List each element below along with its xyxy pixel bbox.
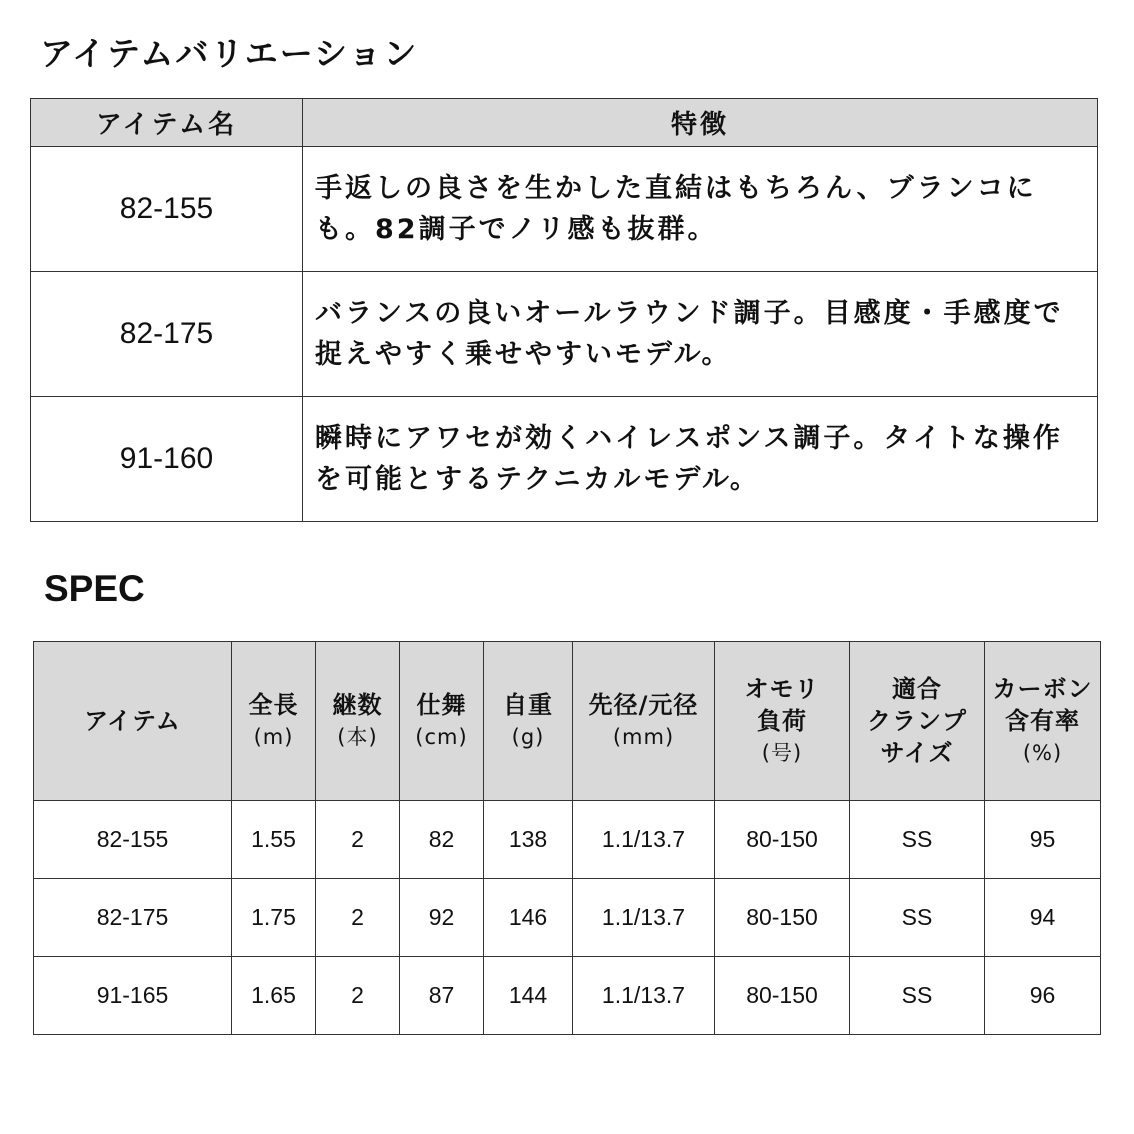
spec-cell-carbon-content: 95 [985, 801, 1101, 879]
variation-item-name: 82-155 [31, 147, 303, 272]
variation-item-name: 82-175 [31, 272, 303, 397]
spec-cell-closed-length: 92 [400, 879, 484, 957]
spec-header-closed-length: 仕舞 (cm) [400, 642, 484, 801]
spec-cell-item: 82-155 [34, 801, 232, 879]
spec-header-carbon-content: カーボン 含有率 (%) [985, 642, 1101, 801]
variation-feature-text: 手返しの良さを生かした直結はもちろん、ブランコにも。82調子でノリ感も抜群。 [303, 147, 1098, 272]
variation-header-item: アイテム名 [31, 99, 303, 147]
spec-cell-length: 1.55 [232, 801, 316, 879]
spec-cell-item: 82-175 [34, 879, 232, 957]
spec-cell-sinker-load: 80-150 [715, 879, 850, 957]
spec-row [34, 801, 1101, 879]
spec-header-sinker-load: オモリ 負荷 (号) [715, 642, 850, 801]
spec-row [34, 957, 1101, 1035]
spec-cell-length: 1.75 [232, 879, 316, 957]
spec-cell-weight: 144 [484, 957, 573, 1035]
spec-table [33, 641, 1101, 1035]
variation-row [31, 397, 1098, 522]
variation-header-row [31, 99, 1098, 147]
spec-cell-diameter: 1.1/13.7 [573, 879, 715, 957]
spec-header-diameter: 先径/元径 (mm) [573, 642, 715, 801]
spec-row [34, 879, 1101, 957]
spec-cell-pieces: 2 [316, 801, 400, 879]
spec-cell-clamp-size: SS [850, 879, 985, 957]
spec-cell-diameter: 1.1/13.7 [573, 801, 715, 879]
spec-heading: SPEC [44, 568, 145, 609]
spec-header-row [34, 642, 1101, 801]
variation-row [31, 272, 1098, 397]
spec-cell-weight: 146 [484, 879, 573, 957]
spec-cell-carbon-content: 94 [985, 879, 1101, 957]
spec-header-item: アイテム [34, 642, 232, 801]
variation-feature-text: 瞬時にアワセが効くハイレスポンス調子。タイトな操作を可能とするテクニカルモデル。 [303, 397, 1098, 522]
spec-cell-sinker-load: 80-150 [715, 957, 850, 1035]
spec-cell-closed-length: 87 [400, 957, 484, 1035]
spec-cell-pieces: 2 [316, 957, 400, 1035]
spec-cell-diameter: 1.1/13.7 [573, 957, 715, 1035]
spec-header-clamp-size: 適合 クランプ サイズ [850, 642, 985, 801]
variation-heading: アイテムバリエーション [40, 34, 419, 73]
spec-cell-pieces: 2 [316, 879, 400, 957]
spec-cell-clamp-size: SS [850, 957, 985, 1035]
spec-cell-length: 1.65 [232, 957, 316, 1035]
spec-cell-weight: 138 [484, 801, 573, 879]
spec-header-length: 全長 (m) [232, 642, 316, 801]
variation-row [31, 147, 1098, 272]
variation-feature-text: バランスの良いオールラウンド調子。目感度・手感度で捉えやすく乗せやすいモデル。 [303, 272, 1098, 397]
spec-header-pieces: 継数 (本) [316, 642, 400, 801]
spec-cell-closed-length: 82 [400, 801, 484, 879]
variation-item-name: 91-160 [31, 397, 303, 522]
spec-cell-clamp-size: SS [850, 801, 985, 879]
spec-header-weight: 自重 (g) [484, 642, 573, 801]
variation-header-feature: 特徴 [303, 99, 1098, 147]
spec-cell-carbon-content: 96 [985, 957, 1101, 1035]
variation-table [30, 98, 1098, 522]
spec-cell-sinker-load: 80-150 [715, 801, 850, 879]
spec-cell-item: 91-165 [34, 957, 232, 1035]
